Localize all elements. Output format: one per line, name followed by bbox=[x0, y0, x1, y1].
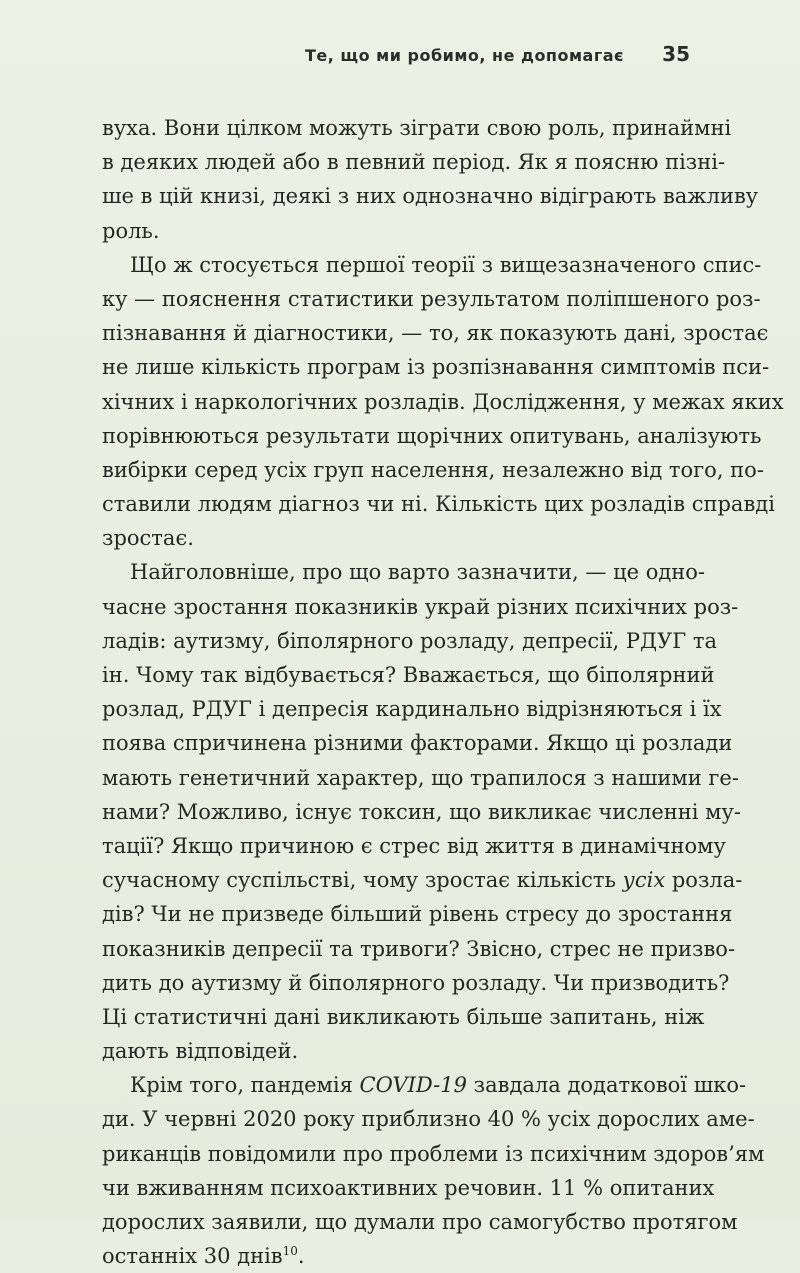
text-line: Що ж стосується першої теорії з вищезазначеного спис- bbox=[130, 252, 762, 277]
body-text bbox=[102, 111, 784, 1273]
paragraph-2 bbox=[102, 248, 784, 556]
text-line: ше в цій книзі, деякі з них однозначно відіграють важливу bbox=[102, 184, 759, 209]
text-line: не лише кількість програм із розпізнавання симптомів пси- bbox=[102, 355, 770, 380]
paragraph-3 bbox=[102, 555, 743, 1068]
text-line: вибірки серед усіх груп населення, незалежно від того, по- bbox=[102, 457, 764, 482]
running-head bbox=[0, 42, 800, 72]
text-line: розлад, РДУГ і депресія кардинально відрізняються і їх bbox=[102, 697, 722, 722]
text-line: хічних і наркологічних розладів. Дослідження, у межах яких bbox=[102, 389, 784, 414]
text-line: роль. bbox=[102, 218, 160, 243]
text-line: ку — пояснення статистики результатом поліпшеного роз- bbox=[102, 286, 761, 311]
text-segment: останніх 30 днів bbox=[102, 1244, 283, 1269]
text-line: ди. У червні 2020 року приблизно 40 % усіх дорослих аме- bbox=[102, 1107, 755, 1132]
text-line: дають відповідей. bbox=[102, 1039, 299, 1064]
text-line: вуха. Вони цілком можуть зіграти свою роль, принаймні bbox=[102, 116, 732, 140]
text-segment: Крім того, пандемія bbox=[130, 1073, 353, 1098]
text-line: дить до аутизму й біполярного розладу. Чи призводить? bbox=[102, 970, 730, 995]
text-line: риканців повідомили про проблеми із психічним здоров’ям bbox=[102, 1141, 765, 1166]
text-line: зростає. bbox=[102, 526, 194, 551]
text-line: порівнюються результати щорічних опитувань, аналізують bbox=[102, 423, 762, 448]
running-title: Те, що ми робимо, не допомагає bbox=[304, 46, 624, 65]
text-segment: розла- bbox=[671, 868, 743, 893]
text-segment: сучасному суспільстві, чому зростає кількість bbox=[102, 868, 616, 893]
italic-term: COVID-19 bbox=[359, 1073, 467, 1098]
text-line-with-italic bbox=[102, 1068, 747, 1102]
text-line: ставили людям діагноз чи ні. Кількість цих розладів справді bbox=[102, 492, 775, 517]
paragraph-1 bbox=[102, 111, 759, 248]
text-line: ладів: аутизму, біполярного розладу, депресії, РДУГ та bbox=[102, 628, 717, 653]
text-line: дів? Чи не призведе більший рівень стресу до зростання bbox=[102, 902, 733, 927]
text-line-with-italic bbox=[102, 863, 743, 897]
text-line: Ці статистичні дані викликають більше запитань, ніж bbox=[102, 1004, 705, 1029]
text-line: Найголовніше, про що варто зазначити, — це одно- bbox=[130, 560, 705, 585]
end-punctuation: . bbox=[297, 1244, 305, 1269]
text-line: тації? Якщо причиною є стрес від життя в динамічному bbox=[102, 833, 726, 858]
text-line: дорослих заявили, що думали про самогубство протягом bbox=[102, 1210, 738, 1234]
text-line: мають генетичний характер, що трапилося з нашими ге- bbox=[102, 765, 739, 790]
text-line: нами? Можливо, існує токсин, що викликає численні му- bbox=[102, 799, 741, 824]
italic-word: усіх bbox=[622, 868, 666, 893]
text-line: чи вживанням психоактивних речовин. 11 % опитаних bbox=[102, 1175, 715, 1200]
text-line-with-footnote bbox=[102, 1239, 702, 1273]
text-line: поява спричинена різними факторами. Якщо ці розлади bbox=[102, 731, 733, 756]
text-segment: завдала додаткової шко- bbox=[473, 1073, 747, 1098]
page-number: 35 bbox=[662, 42, 690, 66]
text-line: часне зростання показників украй різних психічних роз- bbox=[102, 594, 739, 619]
paragraph-4 bbox=[102, 1068, 765, 1273]
text-line: ін. Чому так відбувається? Вважається, що біполярний bbox=[102, 663, 715, 687]
footnote-ref[interactable]: 10 bbox=[282, 1244, 298, 1259]
text-line: пізнавання й діагностики, — то, як показують дані, зростає bbox=[102, 321, 769, 346]
text-line: в деяких людей або в певний період. Як я поясню пізні- bbox=[102, 150, 726, 175]
text-line: показників депресії та тривоги? Звісно, стрес не призво- bbox=[102, 936, 736, 961]
